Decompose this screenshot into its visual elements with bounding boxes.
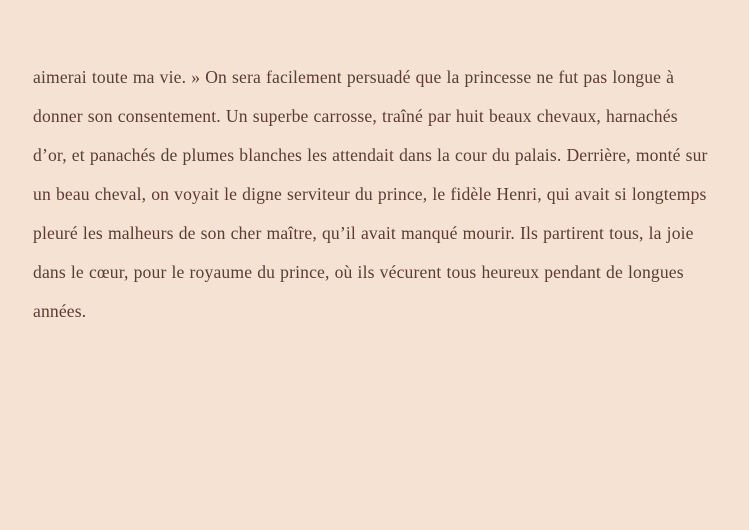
body-paragraph: aimerai toute ma vie. » On sera facilement persuadé que la princesse ne fut pas longue à donner son consentement. Un superbe carrosse, traîné par huit beaux chevaux, harnachés d’or, et panachés de plumes blanches les attendait dans la cour du palais. Derrière, monté sur un beau cheval, on voyait le digne serviteur du prince, le fidèle Henri, qui avait si longtemps pleuré les malheurs de son cher maître, qu’il avait manqué mourir. Ils partirent tous, la joie dans le cœur, pour le royaume du prince, où ils vécurent tous heureux pendant de longues années. <box>33 66 708 321</box>
